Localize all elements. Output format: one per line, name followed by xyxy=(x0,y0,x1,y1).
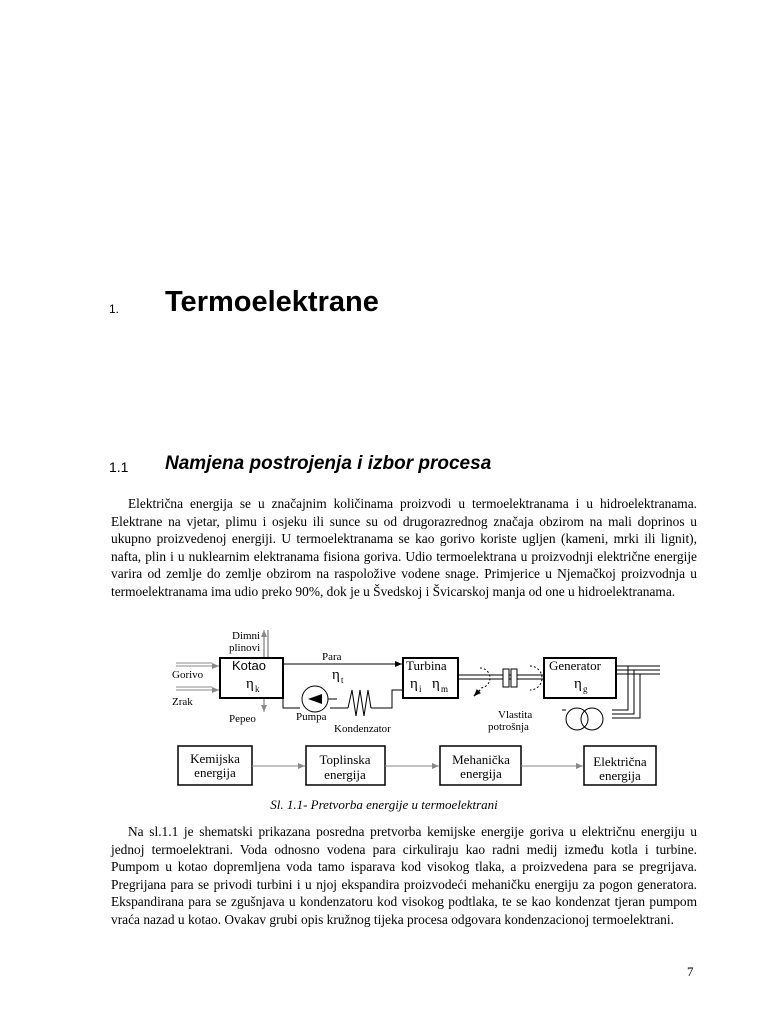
label-potrosnja: potrošnja xyxy=(488,721,529,733)
generator-label: Generator xyxy=(549,658,601,673)
kotao-label: Kotao xyxy=(232,658,266,673)
condenser-coil xyxy=(348,690,371,716)
turbina-eta-m: η xyxy=(432,676,440,692)
coupling xyxy=(503,669,509,687)
label-gorivo: Gorivo xyxy=(172,669,204,681)
energy-toplinska-1: Toplinska xyxy=(319,752,371,767)
energy-elektricna-1: Električna xyxy=(593,754,647,769)
kotao-eta: η xyxy=(246,676,254,692)
energy-mehanicka-1: Mehanička xyxy=(452,752,510,767)
energy-kemijska-2: energija xyxy=(194,765,236,780)
section-title: Namjena postrojenja i izbor procesa xyxy=(165,453,492,474)
energy-toplinska-2: energija xyxy=(324,767,366,782)
condensate-loop xyxy=(283,690,403,708)
kotao-eta-sub: k xyxy=(255,684,260,694)
steam-eta: η xyxy=(332,667,340,683)
steam-eta-sub: t xyxy=(341,675,344,685)
generator-eta: η xyxy=(574,676,582,692)
paragraph-description: Na sl.1.1 je shematski prikazana posredna pretvorba kemijske energije goriva u električnu energiju u jednoj termoelektrani. Voda odnosno vodena para cirkuliraju kao radni medij između kotla i turbine. Pumpom u kotao dopremljena voda tamo isparava kod visokog tlaka, a proizvedena para se pregrijava. Pregrijana para se privodi turbini i u njoj ekspandira proizvodeći mehaničku energiju za pogon generatora. Ekspandirana para se zgušnjava u kondenzatoru kod visokog podtlaka, te se kao kondenzat tjeran pumpom vraća nazad u kotao. Ovakav grubi opis kružnog tijeka procesa odgovara kondenzacionoj termoelektrani. xyxy=(111,824,697,927)
label-plinovi: plinovi xyxy=(229,642,261,654)
label-pumpa: Pumpa xyxy=(296,711,327,723)
chapter-number: 1. xyxy=(109,302,120,316)
energy-kemijska-1: Kemijska xyxy=(190,751,240,766)
label-pepeo: Pepeo xyxy=(229,713,256,725)
energy-mehanicka-2: energija xyxy=(460,766,502,781)
section-number: 1.1 xyxy=(109,459,129,475)
label-vlastita: Vlastita xyxy=(498,709,533,721)
turbina-eta-i-sub: i xyxy=(419,684,422,694)
turbina-label: Turbina xyxy=(406,658,447,673)
paragraph-intro: Električna energija se u značajnim količinama proizvodi u termoelektranama i u hidroelektranama. Elektrane na vjetar, plimu i osjeku ili sunce su od drugorazrednog značaja obzirom na mali doprinos u ukupno proizvedenoj energiji. U termoelektranama se kao gorivo koriste ugljen (kameni, mrki ili lignit), nafta, plin i u nuklearnim elektranama fisiona goriva. Udio termoelektrana u proizvodnji električne energije varira od zemlje do zemlje obzirom na raspoložive vodene snage. Primjerice u Njemačkoj proizvodnja u termoelektranama ima udio preko 90%, dok je u Švedskoj i Švicarskoj manja od one u hidroelektranama. xyxy=(111,496,697,599)
label-para: Para xyxy=(322,651,342,663)
generator-eta-sub: g xyxy=(583,684,588,694)
rotation-arc-left xyxy=(480,668,490,688)
label-dimni: Dimni xyxy=(232,630,261,642)
energy-conversion-diagram xyxy=(0,620,768,792)
turbina-eta-m-sub: m xyxy=(441,684,449,694)
turbina-eta-i: η xyxy=(410,676,418,692)
rotation-arc-right xyxy=(530,666,542,690)
chapter-title: Termoelektrane xyxy=(165,286,379,318)
figure-caption: Sl. 1.1- Pretvorba energije u termoelektrani xyxy=(270,797,498,812)
label-kondenzator: Kondenzator xyxy=(334,723,391,735)
label-zrak: Zrak xyxy=(172,696,193,708)
page-number: 7 xyxy=(687,964,694,979)
energy-elektricna-2: energija xyxy=(599,768,641,783)
